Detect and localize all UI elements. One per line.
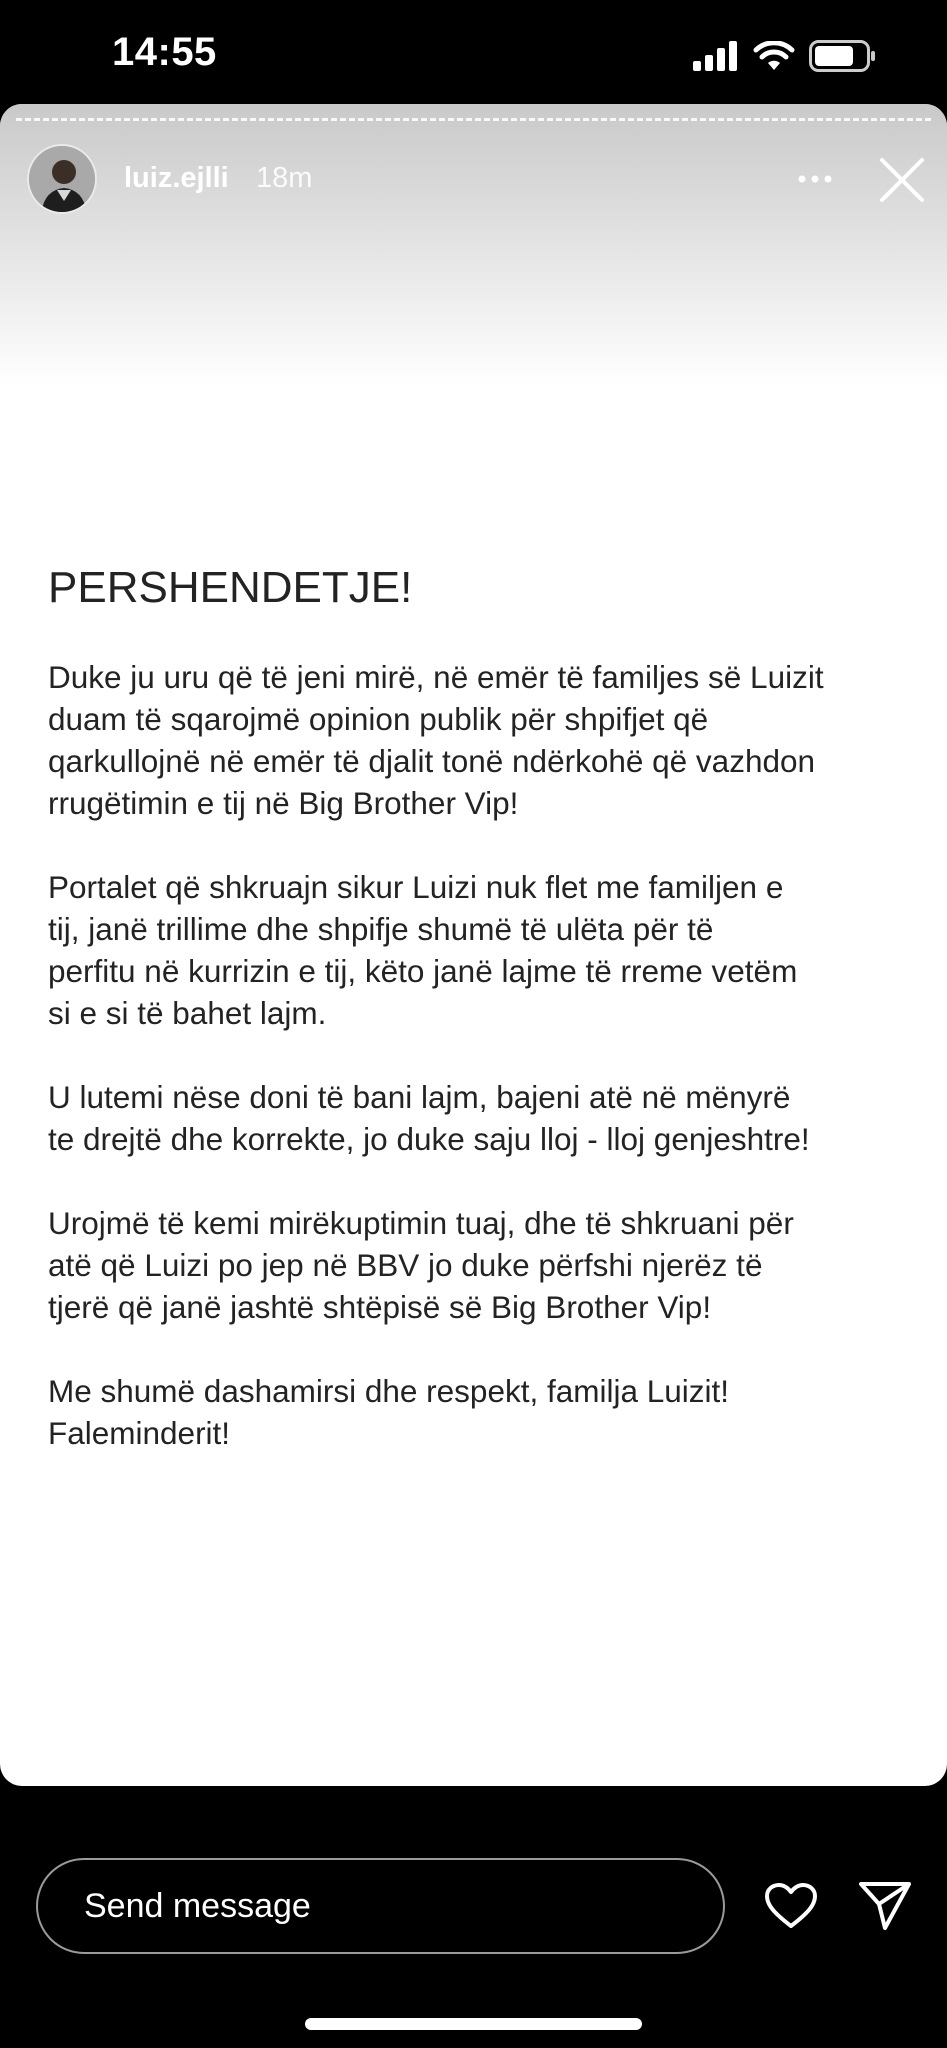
story-paragraph-3: U lutemi nëse doni të bani lajm, bajeni atë në mënyrë te drejtë dhe korrekte, jo duke saju lloj - lloj genjeshtre! (48, 1079, 810, 1157)
send-message-placeholder: Send message (84, 1886, 311, 1925)
share-button[interactable] (858, 1880, 912, 1932)
wifi-icon (753, 41, 795, 71)
story-username[interactable]: luiz.ejlli (124, 162, 229, 194)
story-paragraph-2: Portalet që shkruajn sikur Luizi nuk flet me familjen e tij, janë trillime dhe shpifje shumë të ulëta për të perfitu në kurrizin e tij, këto janë lajme të rreme vetëm si e si të bahet lajm. (48, 869, 798, 1031)
story-card[interactable] (0, 104, 947, 1786)
close-icon (876, 154, 928, 206)
story-paragraph-1: Duke ju uru që të jeni mirë, në emër të familjes së Luizit duam të sqarojmë opinion publik për shpifjet që qarkullojnë në emër të djalit tonë ndërkohë që vazhdon rrugëtimin e tij në Big Brother Vip! (48, 659, 824, 821)
avatar[interactable] (27, 144, 97, 214)
story-timestamp: 18m (256, 162, 313, 194)
status-icons (693, 36, 877, 76)
home-indicator[interactable] (305, 2018, 642, 2030)
send-message-input[interactable] (36, 1858, 725, 1954)
more-options-button[interactable] (790, 164, 840, 194)
close-button[interactable] (876, 154, 928, 206)
story-header-gradient (0, 104, 947, 384)
story-progress-bar (16, 118, 931, 121)
story-text-content (48, 560, 928, 1496)
story-paragraph-4: Urojmë të kemi mirëkuptimin tuaj, dhe të shkruani për atë që Luizi po jep në BBV jo duke përfshi njerëz të tjerë që janë jashtë shtëpisë së Big Brother Vip! (48, 1205, 794, 1325)
like-button[interactable] (764, 1882, 818, 1930)
heart-icon (764, 1882, 818, 1930)
more-dots-icon (790, 164, 840, 194)
paper-plane-icon (858, 1880, 912, 1932)
battery-icon (809, 40, 877, 72)
status-time: 14:55 (112, 30, 217, 74)
cellular-signal-icon (693, 41, 739, 71)
story-paragraph-5: Me shumë dashamirsi dhe respekt, familja Luizit! Faleminderit! (48, 1373, 730, 1451)
story-title: PERSHENDETJE! (48, 563, 413, 612)
